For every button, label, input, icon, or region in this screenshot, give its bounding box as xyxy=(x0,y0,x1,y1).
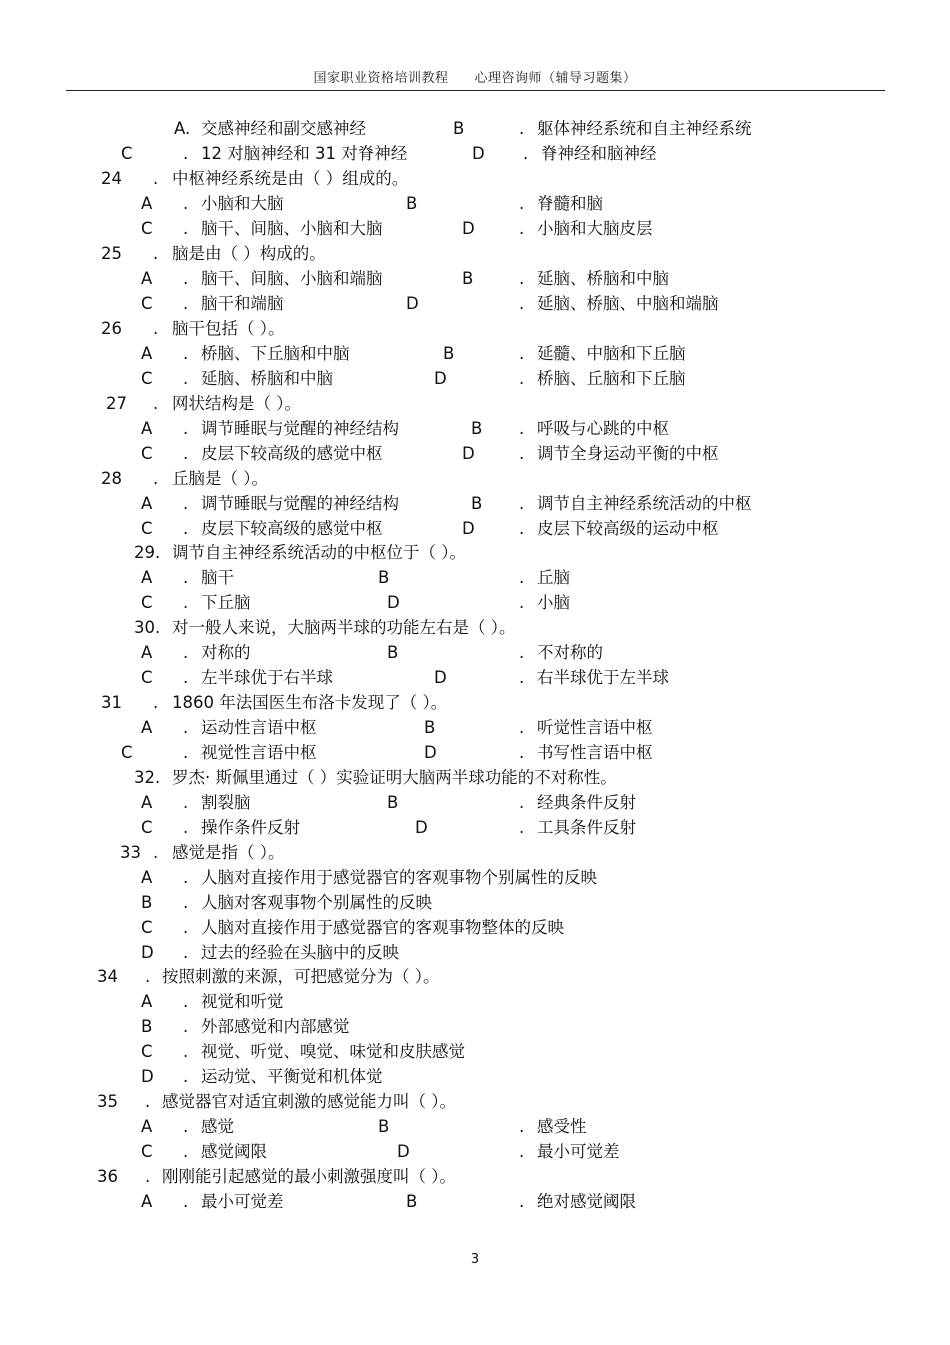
option-separator-dot: . xyxy=(153,843,159,862)
option-letter: B xyxy=(406,194,418,213)
option-text: 感受性 xyxy=(537,1117,587,1136)
option-text: 12 对脑神经和 31 对脊神经 xyxy=(201,144,408,163)
book-subtitle: 心理咨询师（辅导习题集） xyxy=(474,71,637,86)
option-letter: A xyxy=(141,992,153,1011)
option-separator-dot: . xyxy=(183,1142,189,1161)
option-letter: B xyxy=(378,568,390,587)
option-letter: D xyxy=(387,593,400,612)
option-separator-dot: . xyxy=(519,219,525,238)
option-text: 绝对感觉阈限 xyxy=(537,1192,636,1211)
option-text: 过去的经验在头脑中的反映 xyxy=(201,943,399,962)
option-text: 脑干、间脑、小脑和大脑 xyxy=(201,219,383,238)
question-stem: 丘脑是（ ）。 xyxy=(172,469,268,488)
option-separator-dot: . xyxy=(519,818,525,837)
option-separator-dot: . xyxy=(183,1067,189,1086)
option-separator-dot: . xyxy=(519,369,525,388)
option-text: 下丘脑 xyxy=(201,593,251,612)
option-letter: C xyxy=(141,918,153,937)
option-letter: A xyxy=(141,1117,153,1136)
option-separator-dot: . xyxy=(519,1192,525,1211)
option-letter: A xyxy=(141,1192,153,1211)
header-rule xyxy=(66,90,885,91)
option-separator-dot: . xyxy=(183,294,189,313)
option-separator-dot: . xyxy=(153,469,159,488)
option-separator-dot: . xyxy=(183,444,189,463)
question-number: 27 xyxy=(106,394,127,413)
option-text: 人脑对客观事物个别属性的反映 xyxy=(201,893,432,912)
running-header xyxy=(0,67,950,86)
option-separator-dot: . xyxy=(519,419,525,438)
option-separator-dot: . xyxy=(183,369,189,388)
option-separator-dot: . xyxy=(183,918,189,937)
option-separator-dot: . xyxy=(153,169,159,188)
option-text: 延髓、中脑和下丘脑 xyxy=(537,344,686,363)
option-letter: B xyxy=(471,494,483,513)
page-number: 3 xyxy=(470,1252,480,1267)
question-stem: 对一般人来说，大脑两半球的功能左右是（ ）。 xyxy=(172,618,516,637)
option-text: 小脑和大脑 xyxy=(201,194,284,213)
option-letter: C xyxy=(121,144,133,163)
option-separator-dot: . xyxy=(523,144,529,163)
option-separator-dot: . xyxy=(153,394,159,413)
option-text: 对称的 xyxy=(201,643,251,662)
option-separator-dot: . xyxy=(183,818,189,837)
option-letter: D xyxy=(462,519,475,538)
option-letter: B xyxy=(443,344,455,363)
option-text: 皮层下较高级的运动中枢 xyxy=(537,519,719,538)
option-letter: D xyxy=(462,219,475,238)
option-separator-dot: . xyxy=(183,219,189,238)
option-text: 桥脑、下丘脑和中脑 xyxy=(201,344,350,363)
option-text: 人脑对直接作用于感觉器官的客观事物个别属性的反映 xyxy=(201,868,597,887)
option-separator-dot: . xyxy=(183,194,189,213)
option-text: 运动性言语中枢 xyxy=(201,718,317,737)
option-letter: C xyxy=(141,369,153,388)
option-letter: D xyxy=(415,818,428,837)
option-separator-dot: . xyxy=(183,793,189,812)
option-separator-dot: . xyxy=(183,1017,189,1036)
option-text: 听觉性言语中枢 xyxy=(537,718,653,737)
option-separator-dot: . xyxy=(519,119,525,138)
option-separator-dot: . xyxy=(519,593,525,612)
option-letter: D xyxy=(141,1067,154,1086)
option-separator-dot: . xyxy=(183,1117,189,1136)
option-text: 割裂脑 xyxy=(201,793,251,812)
option-text: 视觉性言语中枢 xyxy=(201,743,317,762)
option-text: 呼吸与心跳的中枢 xyxy=(537,419,669,438)
option-letter: A xyxy=(141,568,153,587)
option-letter: C xyxy=(141,444,153,463)
option-letter: D xyxy=(141,943,154,962)
option-text: 皮层下较高级的感觉中枢 xyxy=(201,519,383,538)
option-separator-dot: . xyxy=(183,494,189,513)
option-letter: D xyxy=(434,668,447,687)
book-title: 国家职业资格培训教程 xyxy=(313,71,449,86)
option-separator-dot: . xyxy=(183,519,189,538)
option-separator-dot: . xyxy=(183,1042,189,1061)
question-number: 35 xyxy=(97,1092,118,1111)
option-separator-dot: . xyxy=(519,793,525,812)
option-text: 外部感觉和内部感觉 xyxy=(201,1017,350,1036)
option-separator-dot: . xyxy=(519,643,525,662)
option-text: 交感神经和副交感神经 xyxy=(201,119,366,138)
option-text: 脊神经和脑神经 xyxy=(541,144,657,163)
option-text: 脑干、间脑、小脑和端脑 xyxy=(201,269,383,288)
option-text: 脑干 xyxy=(201,568,234,587)
option-text: 操作条件反射 xyxy=(201,818,300,837)
option-separator-dot: . xyxy=(519,344,525,363)
question-number: 28 xyxy=(101,469,122,488)
option-separator-dot: . xyxy=(519,519,525,538)
option-letter: C xyxy=(121,743,133,762)
option-separator-dot: . xyxy=(183,992,189,1011)
question-stem: 脑干包括（ ）。 xyxy=(172,319,285,338)
question-number: 36 xyxy=(97,1167,118,1186)
option-separator-dot: . xyxy=(145,967,151,986)
option-separator-dot: . xyxy=(519,1117,525,1136)
question-number: 29. xyxy=(134,543,161,562)
question-stem: 刚刚能引起感觉的最小刺激强度叫（ ）。 xyxy=(162,1167,456,1186)
option-letter: B xyxy=(406,1192,418,1211)
option-text: 书写性言语中枢 xyxy=(537,743,653,762)
option-text: 人脑对直接作用于感觉器官的客观事物整体的反映 xyxy=(201,918,564,937)
option-text: 脊髓和脑 xyxy=(537,194,603,213)
option-letter: C xyxy=(141,219,153,238)
option-text: 丘脑 xyxy=(537,568,570,587)
option-text: 延脑、桥脑和中脑 xyxy=(537,269,669,288)
option-separator-dot: . xyxy=(183,868,189,887)
option-separator-dot: . xyxy=(153,693,159,712)
option-separator-dot: . xyxy=(183,269,189,288)
option-letter: B xyxy=(387,793,399,812)
option-separator-dot: . xyxy=(183,893,189,912)
option-separator-dot: . xyxy=(519,718,525,737)
option-separator-dot: . xyxy=(183,743,189,762)
option-letter: C xyxy=(141,294,153,313)
option-separator-dot: . xyxy=(519,269,525,288)
option-text: 工具条件反射 xyxy=(537,818,636,837)
option-separator-dot: . xyxy=(183,344,189,363)
option-separator-dot: . xyxy=(519,743,525,762)
option-text: 延脑、桥脑、中脑和端脑 xyxy=(537,294,719,313)
option-separator-dot: . xyxy=(183,943,189,962)
question-number: 32. xyxy=(134,768,161,787)
question-stem: 感觉器官对适宜刺激的感觉能力叫（ ）。 xyxy=(162,1092,456,1111)
option-text: 桥脑、丘脑和下丘脑 xyxy=(537,369,686,388)
option-separator-dot: . xyxy=(183,718,189,737)
option-separator-dot: . xyxy=(183,1192,189,1211)
option-separator-dot: . xyxy=(519,294,525,313)
option-text: 左半球优于右半球 xyxy=(201,668,333,687)
question-number: 30. xyxy=(134,618,161,637)
question-number: 34 xyxy=(97,967,118,986)
option-text: 延脑、桥脑和中脑 xyxy=(201,369,333,388)
option-letter: B xyxy=(453,119,465,138)
option-text: 小脑和大脑皮层 xyxy=(537,219,653,238)
option-letter: B xyxy=(424,718,436,737)
option-letter: D xyxy=(472,144,485,163)
option-letter: C xyxy=(141,519,153,538)
option-separator-dot: . xyxy=(519,444,525,463)
option-text: 最小可觉差 xyxy=(201,1192,284,1211)
option-separator-dot: . xyxy=(183,144,189,163)
option-letter: A xyxy=(141,718,153,737)
option-text: 感觉阈限 xyxy=(201,1142,267,1161)
option-letter: D xyxy=(462,444,475,463)
option-separator-dot: . xyxy=(183,593,189,612)
option-letter: A xyxy=(141,419,153,438)
option-text: 皮层下较高级的感觉中枢 xyxy=(201,444,383,463)
option-separator-dot: . xyxy=(183,419,189,438)
option-letter: C xyxy=(141,593,153,612)
question-stem: 网状结构是（ ）。 xyxy=(172,394,301,413)
option-separator-dot: . xyxy=(153,319,159,338)
question-number: 33 xyxy=(120,843,141,862)
option-text: 躯体神经系统和自主神经系统 xyxy=(537,119,752,138)
option-separator-dot: . xyxy=(519,494,525,513)
option-text: 运动觉、平衡觉和机体觉 xyxy=(201,1067,383,1086)
option-separator-dot: . xyxy=(519,668,525,687)
question-stem: 按照刺激的来源，可把感觉分为（ ）。 xyxy=(162,967,440,986)
option-separator-dot: . xyxy=(519,568,525,587)
option-separator-dot: . xyxy=(519,194,525,213)
question-stem: 罗杰· 斯佩里通过（ ）实验证明大脑两半球功能的不对称性。 xyxy=(172,768,617,787)
question-stem: 脑是由（ ）构成的。 xyxy=(172,244,326,263)
option-text: 小脑 xyxy=(537,593,570,612)
option-separator-dot: . xyxy=(153,244,159,263)
option-letter: C xyxy=(141,1142,153,1161)
option-letter: D xyxy=(434,369,447,388)
question-number: 26 xyxy=(101,319,122,338)
option-letter: B xyxy=(462,269,474,288)
option-separator-dot: . xyxy=(145,1167,151,1186)
question-stem: 感觉是指（ ）。 xyxy=(172,843,285,862)
option-text: 经典条件反射 xyxy=(537,793,636,812)
option-letter: A xyxy=(141,269,153,288)
option-text: 调节全身运动平衡的中枢 xyxy=(537,444,719,463)
option-text: 视觉、听觉、嗅觉、味觉和皮肤感觉 xyxy=(201,1042,465,1061)
option-letter: D xyxy=(406,294,419,313)
option-separator-dot: . xyxy=(183,568,189,587)
option-letter: C xyxy=(141,1042,153,1061)
option-letter: D xyxy=(397,1142,410,1161)
option-text: 调节自主神经系统活动的中枢 xyxy=(537,494,752,513)
option-letter: A xyxy=(141,868,153,887)
option-text: 最小可觉差 xyxy=(537,1142,620,1161)
option-letter: A xyxy=(141,793,153,812)
question-number: 31 xyxy=(101,693,122,712)
option-separator-dot: . xyxy=(183,643,189,662)
option-text: 感觉 xyxy=(201,1117,234,1136)
option-letter: A. xyxy=(174,119,191,138)
option-letter: B xyxy=(471,419,483,438)
option-letter: B xyxy=(378,1117,390,1136)
option-text: 调节睡眠与觉醒的神经结构 xyxy=(201,494,399,513)
option-separator-dot: . xyxy=(145,1092,151,1111)
option-letter: A xyxy=(141,643,153,662)
option-text: 调节睡眠与觉醒的神经结构 xyxy=(201,419,399,438)
question-stem: 1860 年法国医生布洛卡发现了（ ）。 xyxy=(172,693,448,712)
option-letter: B xyxy=(387,643,399,662)
option-letter: C xyxy=(141,668,153,687)
question-stem: 中枢神经系统是由（ ）组成的。 xyxy=(172,169,409,188)
question-number: 25 xyxy=(101,244,122,263)
option-text: 右半球优于左半球 xyxy=(537,668,669,687)
option-letter: B xyxy=(141,893,153,912)
option-letter: A xyxy=(141,344,153,363)
option-text: 脑干和端脑 xyxy=(201,294,284,313)
option-text: 不对称的 xyxy=(537,643,603,662)
option-text: 视觉和听觉 xyxy=(201,992,284,1011)
option-letter: A xyxy=(141,194,153,213)
option-letter: D xyxy=(424,743,437,762)
question-stem: 调节自主神经系统活动的中枢位于（ ）。 xyxy=(172,543,466,562)
option-separator-dot: . xyxy=(183,668,189,687)
option-letter: B xyxy=(141,1017,153,1036)
option-letter: A xyxy=(141,494,153,513)
question-number: 24 xyxy=(101,169,122,188)
option-letter: C xyxy=(141,818,153,837)
option-separator-dot: . xyxy=(519,1142,525,1161)
